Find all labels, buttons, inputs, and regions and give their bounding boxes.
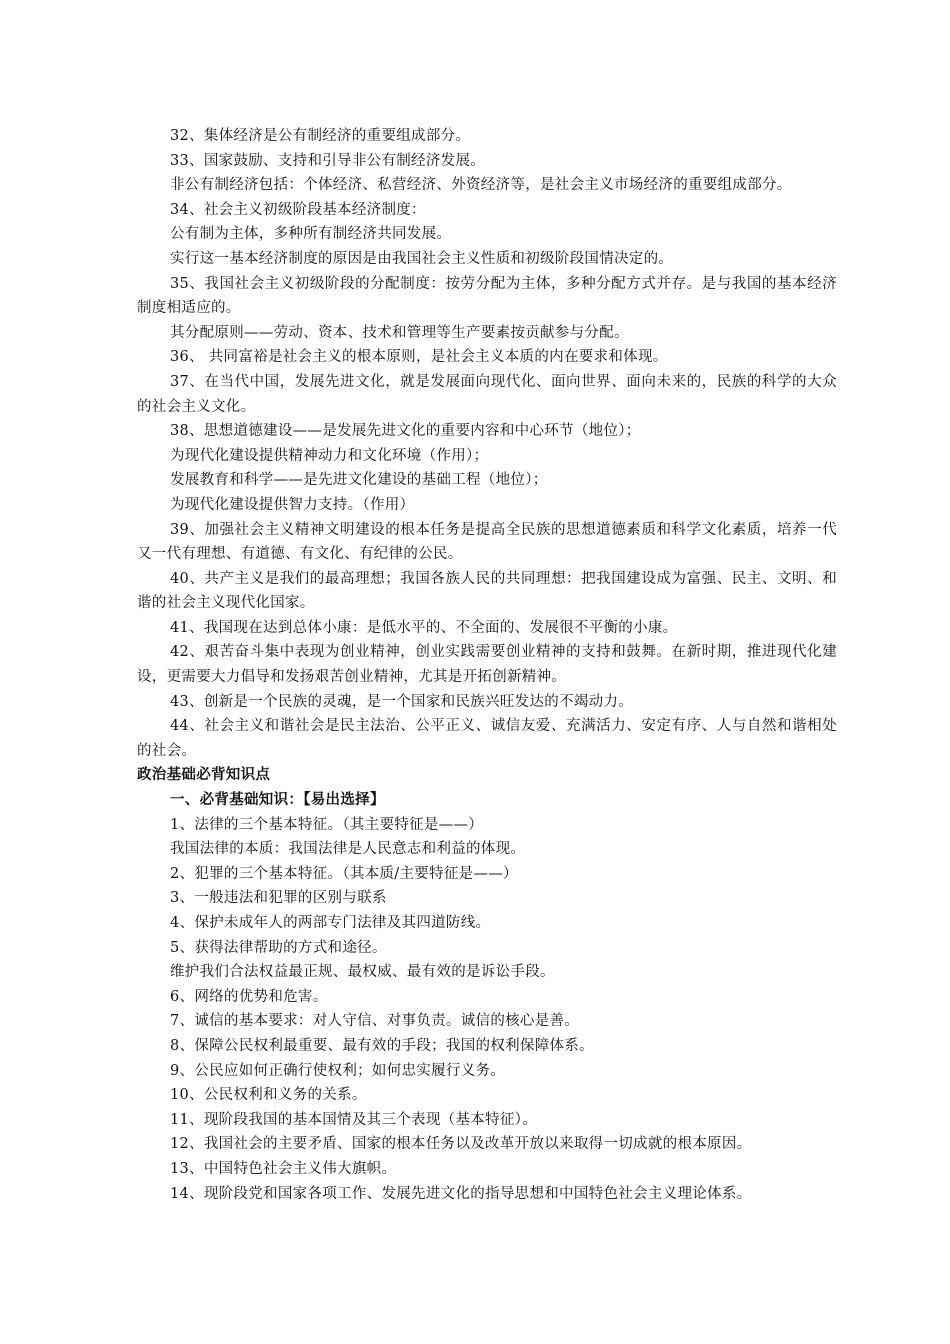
paragraph: 34、社会主义初级阶段基本经济制度： [170, 201, 426, 218]
paragraph: 37、在当代中国，发展先进文化，就是发展面向现代化、面向世界、面向未来的，民族的科学的大众的社会主义文化。 [137, 373, 837, 415]
list-item: 11、现阶段我国的基本国情及其三个表现（基本特征）。 [170, 1111, 537, 1128]
list-item: 3、一般违法和犯罪的区别与联系 [170, 890, 387, 907]
document-page [137, 124, 837, 1206]
paragraph: 非公有制经济包括：个体经济、私营经济、外资经济等，是社会主义市场经济的重要组成部分。 [170, 177, 792, 194]
paragraph: 为现代化建设提供智力支持。（作用） [170, 496, 415, 513]
list-item: 5、获得法律帮助的方式和途径。 [170, 939, 387, 956]
paragraph: 33、国家鼓励、支持和引导非公有制经济发展。 [170, 152, 486, 169]
paragraph: 36、 共同富裕是社会主义的根本原则，是社会主义本质的内在要求和体现。 [170, 349, 668, 366]
paragraph: 41、我国现在达到总体小康：是低水平的、不全面的、发展很不平衡的小康。 [170, 619, 678, 636]
list-item: 2、犯罪的三个基本特征。（其本质/主要特征是——） [170, 865, 518, 882]
section-title: 政治基础必背知识点 [137, 767, 271, 784]
paragraph: 44、社会主义和谐社会是民主法治、公平正义、诚信友爱、充满活力、安定有序、人与自然和谐相处的社会。 [137, 718, 837, 759]
list-item: 我国法律的本质：我国法律是人民意志和利益的体现。 [170, 841, 526, 858]
list-item: 维护我们合法权益最正规、最权威、最有效的是诉讼手段。 [170, 964, 555, 981]
list-item: 10、公民权利和义务的关系。 [170, 1087, 367, 1104]
list-item: 12、我国社会的主要矛盾、国家的根本任务以及改革开放以来取得一切成就的根本原因。 [170, 1136, 752, 1153]
paragraph: 42、艰苦奋斗集中表现为创业精神，创业实践需要创业精神的支持和鼓舞。在新时期，推进现代化建设，更需要大力倡导和发扬艰苦创业精神，尤其是开拓创新精神。 [137, 644, 837, 686]
list-item: 7、诚信的基本要求：对人守信、对事负责。诚信的核心是善。 [170, 1013, 580, 1030]
list-item: 8、保障公民权利最重要、最有效的手段；我国的权利保障体系。 [170, 1037, 594, 1054]
paragraph: 实行这一基本经济制度的原因是由我国社会主义性质和初级阶段国情决定的。 [170, 250, 674, 267]
list-item: 14、现阶段党和国家各项工作、发展先进文化的指导思想和中国特色社会主义理论体系。 [170, 1185, 752, 1202]
list-item: 1、法律的三个基本特征。（其主要特征是——） [170, 816, 484, 833]
paragraph: 公有制为主体，多种所有制经济共同发展。 [170, 226, 452, 243]
paragraph: 32、集体经济是公有制经济的重要组成部分。 [170, 128, 471, 144]
paragraph: 43、创新是一个民族的灵魂，是一个国家和民族兴旺发达的不竭动力。 [170, 693, 634, 710]
subsection-title: 一、必背基础知识：【易出选择】 [170, 792, 385, 809]
paragraph: 35、我国社会主义初级阶段的分配制度：按劳分配为主体，多种分配方式并存。是与我国的基本经济制度相适应的。 [137, 275, 837, 317]
paragraph: 40、共产主义是我们的最高理想；我国各族人民的共同理想：把我国建设成为富强、民主、文明、和谐的社会主义现代化国家。 [137, 570, 837, 612]
list-item: 6、网络的优势和危害。 [170, 988, 328, 1005]
list-item: 9、公民应如何正确行使权利；如何忠实履行义务。 [170, 1062, 506, 1079]
paragraph: 其分配原则——劳动、资本、技术和管理等生产要素按贡献参与分配。 [170, 324, 629, 341]
paragraph: 发展教育和科学——是先进文化建设的基础工程（地位）； [170, 472, 548, 489]
list-item: 4、保护未成年人的两部专门法律及其四道防线。 [170, 915, 491, 931]
paragraph: 38、思想道德建设——是发展先进文化的重要内容和中心环节（地位）； [170, 423, 641, 440]
paragraph: 39、加强社会主义精神文明建设的根本任务是提高全民族的思想道德素质和科学文化素质，培养一代又一代有理想、有道德、有文化、有纪律的公民。 [137, 521, 837, 563]
paragraph: 为现代化建设提供精神动力和文化环境（作用）； [170, 447, 489, 464]
list-item: 13、中国特色社会主义伟大旗帜。 [170, 1160, 397, 1177]
